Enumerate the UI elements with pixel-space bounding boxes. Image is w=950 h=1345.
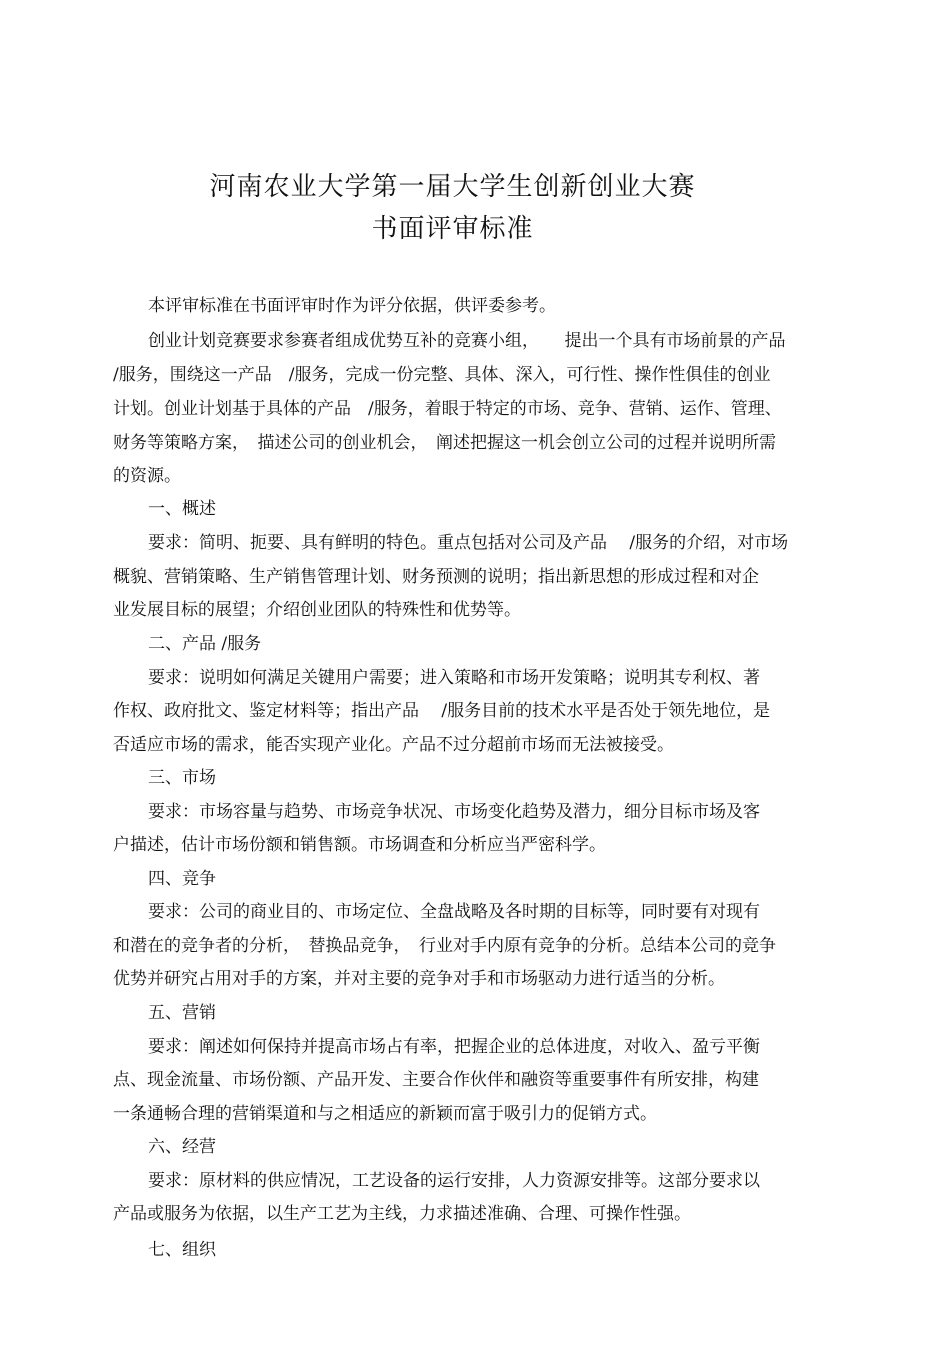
section-heading: 一、概述 <box>148 499 216 519</box>
paragraph-line: 要求：公司的商业目的、市场定位、全盘战略及各时期的目标等，同时要有对现有 <box>148 902 760 922</box>
paragraph-line: 和潜在的竞争者的分析， 替换品竞争， 行业对手内原有竞争的分析。总结本公司的竞争 <box>113 936 776 956</box>
section-heading: 四、竞争 <box>148 869 216 889</box>
paragraph-line: 要求：简明、扼要、具有鲜明的特色。重点包括对公司及产品 /服务的介绍，对市场 <box>148 533 789 553</box>
paragraph-line: 计划。创业计划基于具体的产品 /服务，着眼于特定的市场、竞争、营销、运作、管理、 <box>113 399 782 419</box>
paragraph-line: 要求：说明如何满足关键用户需要；进入策略和市场开发策略；说明其专利权、著 <box>148 668 760 688</box>
section-heading: 五、营销 <box>148 1003 216 1023</box>
paragraph-line: 优势并研究占用对手的方案，并对主要的竞争对手和市场驱动力进行适当的分析。 <box>113 969 725 989</box>
paragraph-line: 点、现金流量、市场份额、产品开发、主要合作伙伴和融资等重要事件有所安排，构建 <box>113 1070 759 1090</box>
paragraph-line: 的资源。 <box>113 466 181 486</box>
paragraph-line: 概貌、营销策略、生产销售管理计划、财务预测的说明；指出新思想的形成过程和对企 <box>113 567 759 587</box>
paragraph-line: 一条通畅合理的营销渠道和与之相适应的新颖而富于吸引力的促销方式。 <box>113 1104 657 1124</box>
paragraph-line: 作权、政府批文、鉴定材料等；指出产品 /服务目前的技术水平是否处于领先地位，是 <box>113 701 771 721</box>
section-heading: 二、产品 /服务 <box>148 634 262 654</box>
paragraph-line: /服务，围绕这一产品 /服务，完成一份完整、具体、深入，可行性、操作性俱佳的创业 <box>113 365 771 385</box>
paragraph-line: 否适应市场的需求，能否实现产业化。产品不过分超前市场而无法被接受。 <box>113 735 674 755</box>
section-heading: 三、市场 <box>148 768 216 788</box>
section-heading: 六、经营 <box>148 1137 216 1157</box>
paragraph-line: 本评审标准在书面评审时作为评分依据，供评委参考。 <box>148 296 556 316</box>
paragraph-line: 要求：原材料的供应情况，工艺设备的运行安排，人力资源安排等。这部分要求以 <box>148 1171 760 1191</box>
paragraph-line: 财务等策略方案， 描述公司的创业机会， 阐述把握这一机会创立公司的过程并说明所需 <box>113 433 776 453</box>
paragraph-line: 要求：阐述如何保持并提高市场占有率，把握企业的总体进度，对收入、盈亏平衡 <box>148 1037 760 1057</box>
document-subtitle: 书面评审标准 <box>371 214 534 244</box>
paragraph-line: 产品或服务为依据，以生产工艺为主线，力求描述准确、合理、可操作性强。 <box>113 1204 691 1224</box>
paragraph-line: 创业计划竞赛要求参赛者组成优势互补的竞赛小组， 提出一个具有市场前景的产品 <box>148 331 786 351</box>
section-heading: 七、组织 <box>148 1240 216 1260</box>
paragraph-line: 户描述，估计市场份额和销售额。市场调查和分析应当严密科学。 <box>113 835 606 855</box>
paragraph-line: 要求：市场容量与趋势、市场竞争状况、市场变化趋势及潜力，细分目标市场及客 <box>148 802 760 822</box>
paragraph-line: 业发展目标的展望；介绍创业团队的特殊性和优势等。 <box>113 600 521 620</box>
document-title: 河南农业大学第一届大学生创新创业大赛 <box>209 172 696 202</box>
